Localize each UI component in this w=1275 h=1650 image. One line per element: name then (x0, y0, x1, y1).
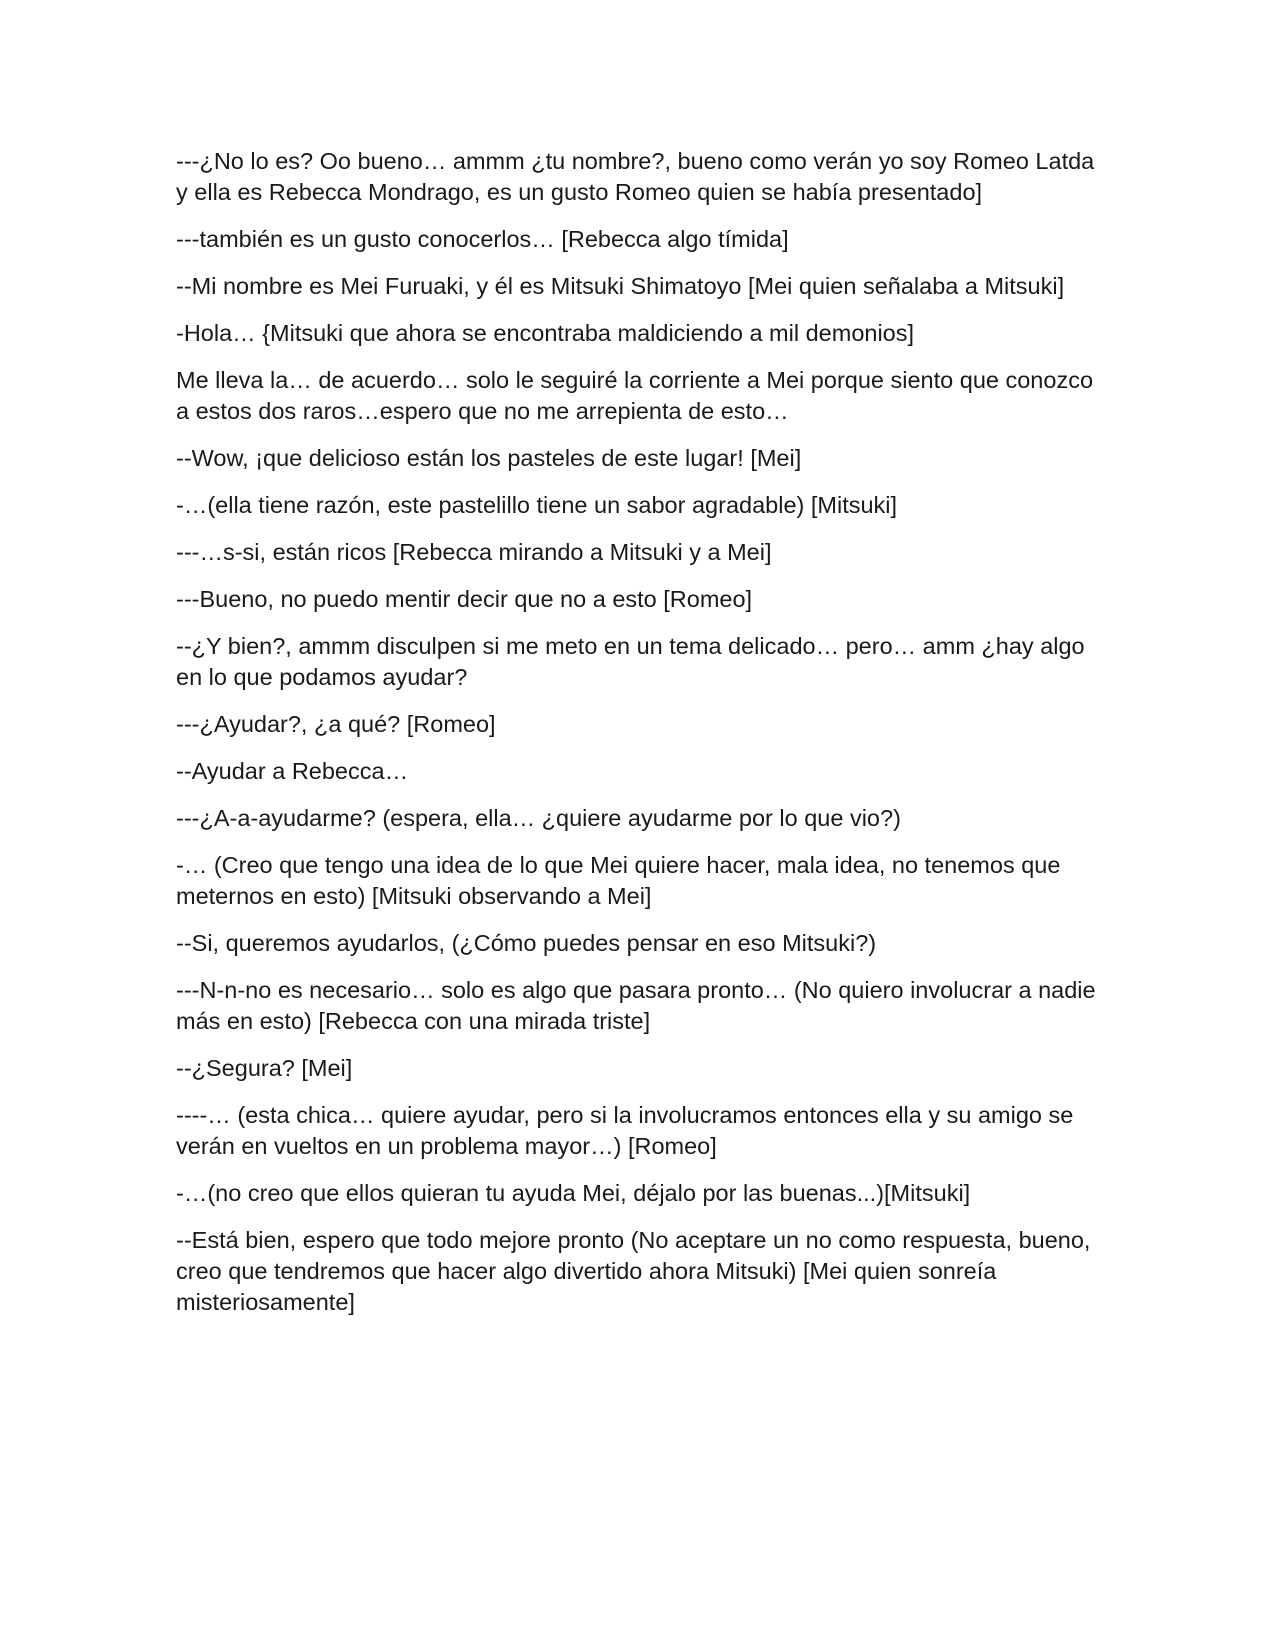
document-body (176, 146, 1096, 1334)
paragraph-14: -… (Creo que tengo una idea de lo que Mei quiere hacer, mala idea, no tenemos que meternos en esto) [Mitsuki observando a Mei] (176, 852, 1061, 909)
paragraph-5: Me lleva la… de acuerdo… solo le seguiré la corriente a Mei porque siento que conozco a estos dos raros…espero que no me arrepienta de esto… (176, 367, 1094, 424)
paragraph-20: --Está bien, espero que todo mejore pronto (No aceptare un no como respuesta, bueno, creo que tendremos que hacer algo divertido ahora Mitsuki) [Mei quien sonreía misteriosamente] (176, 1227, 1091, 1315)
paragraph-6: --Wow, ¡que delicioso están los pasteles de este lugar! [Mei] (176, 445, 802, 471)
paragraph-19: -…(no creo que ellos quieran tu ayuda Mei, déjalo por las buenas...)[Mitsuki] (176, 1180, 971, 1206)
paragraph-15: --Si, queremos ayudarlos, (¿Cómo puedes pensar en eso Mitsuki?) (176, 930, 877, 956)
paragraph-1: ---¿No lo es? Oo bueno… ammm ¿tu nombre?, bueno como verán yo soy Romeo Latda y ella es Rebecca Mondrago, es un gusto Romeo quien se había presentado] (176, 148, 1095, 205)
paragraph-9: ---Bueno, no puedo mentir decir que no a esto [Romeo] (176, 586, 753, 612)
paragraph-11: ---¿Ayudar?, ¿a qué? [Romeo] (176, 711, 496, 737)
paragraph-8: ---…s-si, están ricos [Rebecca mirando a Mitsuki y a Mei] (176, 539, 772, 565)
paragraph-13: ---¿A-a-ayudarme? (espera, ella… ¿quiere ayudarme por lo que vio?) (176, 805, 901, 831)
paragraph-12: --Ayudar a Rebecca… (176, 758, 409, 784)
paragraph-7: -…(ella tiene razón, este pastelillo tiene un sabor agradable) [Mitsuki] (176, 492, 898, 518)
paragraph-18: ----… (esta chica… quiere ayudar, pero si la involucramos entonces ella y su amigo se verán en vueltos en un problema mayor…) [Romeo] (176, 1102, 1074, 1159)
paragraph-4: -Hola… {Mitsuki que ahora se encontraba maldiciendo a mil demonios] (176, 320, 915, 346)
paragraph-2: ---también es un gusto conocerlos… [Rebecca algo tímida] (176, 226, 789, 252)
paragraph-16: ---N-n-no es necesario… solo es algo que pasara pronto… (No quiero involucrar a nadie más en esto) [Rebecca con una mirada triste] (176, 977, 1096, 1034)
paragraph-3: --Mi nombre es Mei Furuaki, y él es Mitsuki Shimatoyo [Mei quien señalaba a Mitsuki] (176, 273, 1065, 299)
paragraph-17: --¿Segura? [Mei] (176, 1055, 353, 1081)
paragraph-10: --¿Y bien?, ammm disculpen si me meto en un tema delicado… pero… amm ¿hay algo en lo que podamos ayudar? (176, 633, 1085, 690)
